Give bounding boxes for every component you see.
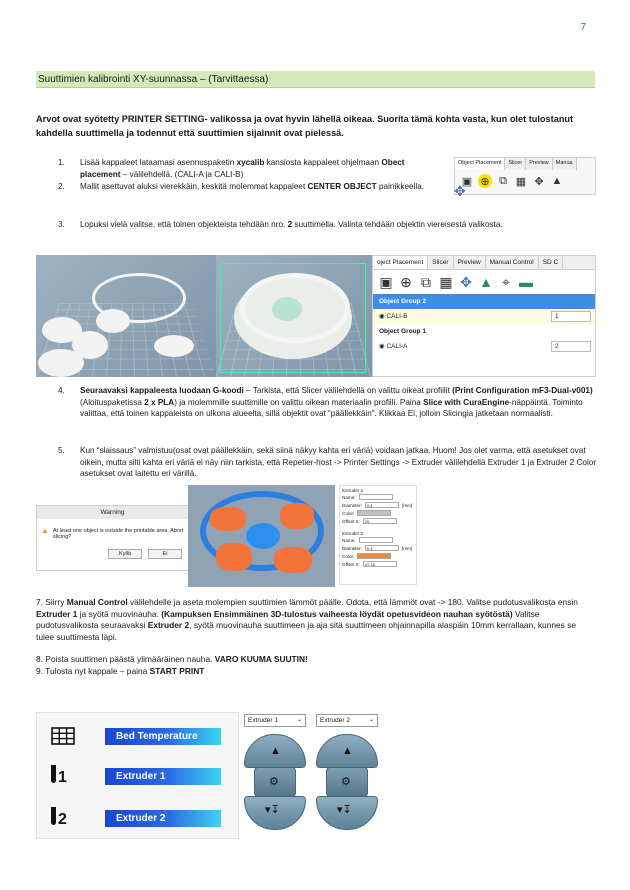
- copy-icon[interactable]: ⧉: [499, 174, 507, 187]
- extruder-1-title: Extruder 1: [342, 488, 364, 493]
- color-swatch[interactable]: [357, 553, 391, 559]
- tab-slicer[interactable]: Slicer: [428, 256, 453, 269]
- offset-field[interactable]: 20: [363, 518, 397, 524]
- nozzle-icon: 1: [51, 765, 67, 788]
- extrude-up-button[interactable]: [244, 734, 306, 768]
- step-5: 5. Kun “slaissaus” valmistuu(osat ovat päällekkäin, sekä siinä näkyy kahta eri väriä) voidaan jatkaa. Huom! Jos olet varma, että asetukset ovat oikein, mutta silti kahta eri väriä ei näy niin tarkista, että Repetier-host -> Printer Settings -> Extruder välilehdellä Extruder 1 ja Extruder 2 Color asetukset ovat laitettu eri värillä.: [58, 446, 597, 478]
- add-object-icon[interactable]: ⊕: [478, 174, 492, 188]
- tab-preview[interactable]: Preview: [526, 158, 553, 170]
- sliced-preview: [188, 485, 335, 587]
- arrow-down-icon: ▾↧: [337, 804, 352, 816]
- extruder-home-button[interactable]: [326, 767, 368, 797]
- diameter-field[interactable]: 0.4: [365, 502, 399, 508]
- extrude-up-button[interactable]: [316, 734, 378, 768]
- extruder-select[interactable]: Extruder 1 ⌄: [244, 714, 306, 727]
- tab-manual[interactable]: Manua: [553, 158, 577, 170]
- add-object-icon[interactable]: ⊕: [400, 273, 412, 290]
- extrude-down-button[interactable]: [244, 796, 306, 830]
- cut-icon[interactable]: ▲: [551, 175, 563, 187]
- nozzle-icon: 2: [51, 807, 67, 830]
- arrow-up-icon: ▲: [270, 745, 281, 757]
- extruder-select[interactable]: 2: [551, 341, 591, 352]
- arrow-down-icon: ▾↧: [265, 804, 280, 816]
- offset-field[interactable]: 47.18: [363, 561, 397, 567]
- offset-label: Offset X:: [342, 561, 360, 567]
- dialog-message: At least one object is outside the printable area. Abort slicing?: [53, 528, 184, 540]
- diameter-label: Diameter:: [342, 545, 362, 551]
- model-view-2: [216, 255, 372, 377]
- name-field[interactable]: [359, 494, 393, 500]
- extruder-1-control: [240, 712, 310, 838]
- extruder-2-control: [312, 712, 382, 838]
- dialog-title: Warning: [37, 506, 188, 519]
- tab-object-placement[interactable]: oject Placement: [373, 256, 428, 269]
- step-9: 9. Tulosta nyt kappale – paina START PRINT: [36, 666, 205, 676]
- yes-button[interactable]: Kyllä: [108, 549, 142, 559]
- chevron-down-icon: ⌄: [296, 717, 302, 723]
- warning-dialog: [36, 505, 189, 571]
- arrow-up-icon: ▲: [342, 745, 353, 757]
- name-field[interactable]: [359, 537, 393, 543]
- color-label: Color:: [342, 553, 355, 559]
- tab-manual-control[interactable]: Manual Control: [486, 256, 539, 269]
- step-2: 2. Mallit asettuvat aluksi vierekkäin, keskitä molemmat kappaleet CENTER OBJECT painikkeella.: [58, 182, 425, 191]
- color-label: Color:: [342, 510, 355, 516]
- diameter-label: Diameter:: [342, 502, 362, 508]
- mirror-icon[interactable]: ⌖: [502, 273, 510, 290]
- grid-icon: [51, 727, 75, 751]
- extruder-select[interactable]: Extruder 2 ⌄: [316, 714, 378, 727]
- diameter-field[interactable]: 0.4: [365, 545, 399, 551]
- bed-temperature-label: Bed Temperature: [105, 728, 221, 745]
- center-object-icon: ✥: [454, 183, 466, 199]
- land-icon[interactable]: ▬: [519, 274, 533, 290]
- extruder-2-title: Extruder 2: [342, 531, 364, 536]
- step-4: 4. Seuraavaksi kappaleesta luodaan G-koodi – Tarkista, että Slicer välilehdellä on valittu oikeat profiilit (Print Configuration mF3-Dual-v001)(Aloituspaketissa 2 x PLA) ja molemmille suuttimille on valittu oikean materiaalin profiili. Paina Slice with CuraEngine-näppäintä. Toiminto valittaa, että toinen kappaleista on ulkona alueelta, sillä objektit ovat “päällekkäin”. Klikkaa Ei, jolloin Slicingia jatketaan normaalisti.: [58, 386, 593, 418]
- tab-preview[interactable]: Preview: [454, 256, 486, 269]
- extrude-down-button[interactable]: [316, 796, 378, 830]
- name-label: Name:: [342, 494, 356, 500]
- object-group-row[interactable]: Object Group 2: [373, 294, 595, 309]
- chevron-down-icon: ⌄: [368, 717, 374, 723]
- eye-icon[interactable]: ◉: [379, 313, 387, 320]
- section-heading: Suuttimien kalibrointi XY-suunnassa – (Tarvittaessa): [36, 71, 595, 88]
- cut-icon[interactable]: ▲: [479, 274, 493, 290]
- warning-icon: ▲: [41, 526, 49, 535]
- color-swatch[interactable]: [357, 510, 391, 516]
- step-8: 8. Poista suuttimen päästä ylimääräinen nauha. VARO KUUMA SUUTIN!: [36, 654, 308, 664]
- name-label: Name:: [342, 537, 356, 543]
- extruder-select[interactable]: 1: [551, 311, 591, 322]
- step-7: 7. Siirry Manual Control välilehdelle ja aseta molempien suuttimien lämmöt päälle. Odota, että lämmöt ovat -> 180. Valitse pudotusvalikosta ensin Extruder 1 ja syötä muovinauha. (Kampuksen Ensimmäinen 3D-tulostus vaiheesta löydät opetusvideon nauhan syötöstä) Valitse pudotusvalikosta seuraavaksi Extruder 2, syötä muovinauha suuttimeen ja aja sitä suuttimeen ohjainnapilla alaspäin 10mm kerrallaan, kunnes se tulee suuttimesta läpi.: [36, 597, 578, 642]
- step-3: 3. Lopuksi vielä valitse, että toinen objekteista tehdään nro. 2 suuttimella. Valinta tehdään objektin viereisestä valikosta.: [58, 220, 503, 229]
- tab-slicer[interactable]: Slicer: [505, 158, 526, 170]
- object-group-row[interactable]: Object Group 1: [379, 328, 426, 335]
- toolbar-screenshot: [454, 157, 596, 195]
- extruder-home-button[interactable]: [254, 767, 296, 797]
- extruder-1-label: Extruder 1: [105, 768, 221, 785]
- model-view-1: [36, 255, 216, 377]
- offset-label: Offset X:: [342, 518, 360, 524]
- save-icon[interactable]: ▣: [461, 175, 473, 188]
- autoplace-icon[interactable]: ▦: [439, 273, 453, 290]
- temperature-legend: [36, 712, 239, 839]
- save-icon[interactable]: ▣: [379, 273, 393, 290]
- autoplace-icon[interactable]: ▦: [515, 175, 527, 188]
- object-row-cali-b[interactable]: ◉ CALI-B 1: [373, 309, 595, 324]
- extruder-settings: Extruder 1 Name: Diameter: 0.4 [mm] Color: Offset X: 20 Extruder 2 Name: Diameter: 0.4 [mm] Color: Offset X: 47.18: [339, 485, 417, 585]
- tab-object-placement[interactable]: Object Placement: [455, 158, 505, 170]
- object-placement-panel: [372, 255, 596, 377]
- center-object-icon[interactable]: ✥: [534, 175, 544, 188]
- no-button[interactable]: Ei: [148, 549, 182, 559]
- center-object-icon[interactable]: ✥: [460, 273, 472, 290]
- extruder-icon: ⚙: [269, 776, 279, 788]
- tab-sd-card[interactable]: SD C: [539, 256, 564, 269]
- intro-paragraph: Arvot ovat syötetty PRINTER SETTING- valikossa ja ovat hyvin lähellä oikeaa. Suorita tämä kohta vasta, kun olet tulostanut kahdella suuttimella ja todennut että suuttimien sijainnit ovat pielessä.: [36, 114, 574, 138]
- extruder-2-label: Extruder 2: [105, 810, 221, 827]
- extruder-icon: ⚙: [341, 776, 351, 788]
- eye-icon[interactable]: ◉: [379, 343, 387, 350]
- step-1: 1. Lisää kappaleet lataamasi asennuspaketin xycalib kansiosta kappaleet ohjelmaan Obect placement – välilehdellä. (CALI-A ja CALI-B): [58, 158, 405, 179]
- page-number: 7: [580, 22, 586, 33]
- object-row-cali-a[interactable]: ◉ CALI-A 2: [373, 339, 595, 354]
- copy-icon[interactable]: ⧉: [421, 273, 431, 290]
